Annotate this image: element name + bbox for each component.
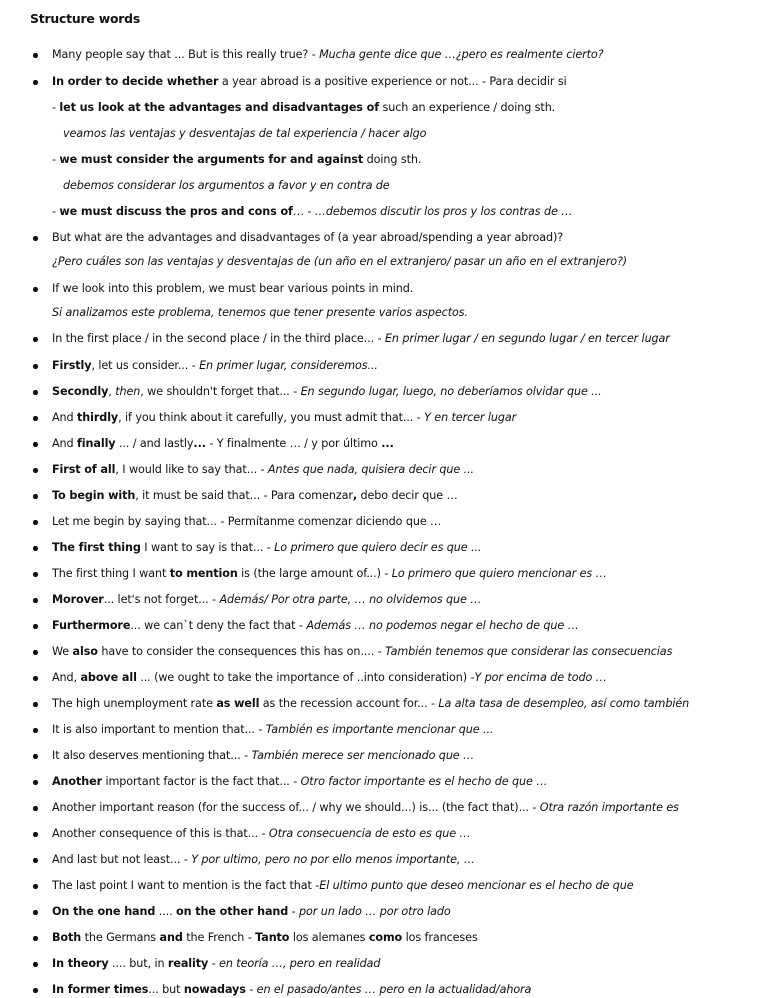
bullet-icon — [33, 754, 38, 759]
spanish-translation: Otro factor importante es el hecho de que … — [300, 775, 548, 788]
bold-phrase: To begin with — [52, 489, 136, 502]
list-item — [0, 436, 768, 452]
bullet-icon — [33, 962, 38, 967]
text-segment: - — [52, 153, 60, 166]
bold-phrase: Both — [52, 931, 82, 944]
spanish-translation: veamos las ventajas y desventajas de tal experiencia / hacer algo — [63, 127, 427, 140]
line-text — [52, 462, 474, 478]
bold-phrase: como — [368, 931, 403, 944]
text-segment: But what are the advantages and disadvantages of (a year abroad/spending a year abroad)? — [52, 231, 564, 244]
list-item — [0, 800, 768, 816]
spanish-translation: También es importante mencionar que ... — [265, 723, 494, 736]
text-segment: as the recession account for... - — [259, 697, 439, 710]
line-text — [52, 566, 607, 582]
bold-phrase: also — [72, 645, 98, 658]
line-text — [63, 126, 426, 142]
bold-phrase: Another — [52, 775, 103, 788]
list-item — [0, 930, 768, 946]
bullet-icon — [33, 650, 38, 655]
spanish-translation: Lo primero que quiero decir es que ... — [274, 541, 482, 554]
text-segment: ... let's not forget... - — [103, 593, 220, 606]
list-item — [0, 956, 768, 972]
spanish-translation: en el pasado/antes … pero en la actualidad/ahora — [256, 983, 532, 996]
list-item — [0, 74, 768, 90]
spanish-translation: En segundo lugar, luego, no deberíamos olvidar que ... — [300, 385, 602, 398]
text-segment: - — [208, 957, 220, 970]
bold-phrase: In order to decide whether — [52, 75, 219, 88]
text-segment: The last point I want to mention is the fact that - — [52, 879, 320, 892]
spanish-translation: en teoría …, pero en realidad — [219, 957, 381, 970]
text-segment: ... / and lastly — [115, 437, 194, 450]
list-item — [0, 230, 768, 246]
line-text — [52, 410, 516, 426]
bullet-icon — [33, 910, 38, 915]
spanish-translation: Y por encima de todo … — [474, 671, 607, 684]
bold-phrase: Secondly — [52, 385, 109, 398]
list-item-continuation — [0, 100, 768, 116]
line-text — [52, 670, 607, 686]
line-text — [52, 540, 481, 556]
bullet-icon — [33, 468, 38, 473]
text-segment: is (the large amount of...) - — [237, 567, 392, 580]
text-segment: And last but not least... - — [52, 853, 192, 866]
bold-phrase: as well — [216, 697, 260, 710]
line-text — [52, 436, 394, 452]
list-item-continuation — [0, 254, 768, 270]
text-segment: - — [245, 983, 257, 996]
text-segment: .... but, in — [108, 957, 168, 970]
spanish-translation: ¿Pero cuáles son las ventajas y desventajas de (un año en el extranjero/ pasar un año en el extranjero?) — [52, 255, 628, 268]
line-text — [52, 488, 458, 504]
text-segment: doing sth. — [363, 153, 422, 166]
bullet-icon — [33, 936, 38, 941]
text-segment: , — [108, 385, 116, 398]
list-item — [0, 47, 768, 63]
bold-phrase: to mention — [169, 567, 238, 580]
list-item — [0, 618, 768, 634]
line-text — [52, 904, 451, 920]
bullet-icon — [33, 676, 38, 681]
text-segment: Another important reason (for the success of... / why we should...) is... (the fact that)... - — [52, 801, 540, 814]
bullet-icon — [33, 858, 38, 863]
bold-phrase: , — [352, 489, 358, 502]
text-segment: It is also important to mention that... - — [52, 723, 266, 736]
bullet-icon — [33, 337, 38, 342]
text-segment: If we look into this problem, we must bear various points in mind. — [52, 282, 414, 295]
bullet-icon — [33, 416, 38, 421]
text-segment: Let me begin by saying that... - Permítanme comenzar diciendo que … — [52, 515, 442, 528]
list-item-continuation — [0, 152, 768, 168]
bold-phrase: First of all — [52, 463, 116, 476]
bullet-icon — [33, 832, 38, 837]
bold-phrase: finally — [77, 437, 116, 450]
list-item — [0, 826, 768, 842]
bullet-icon — [33, 780, 38, 785]
text-segment: important factor is the fact that... - — [102, 775, 301, 788]
text-segment: - — [288, 905, 300, 918]
line-text — [52, 100, 555, 116]
text-segment: The high unemployment rate — [52, 697, 217, 710]
list-item — [0, 644, 768, 660]
list-item — [0, 462, 768, 478]
text-segment: .... — [155, 905, 177, 918]
document-title: Structure words — [30, 11, 141, 26]
line-text — [52, 74, 567, 90]
line-text — [52, 644, 672, 660]
text-segment: ... but — [148, 983, 184, 996]
list-item — [0, 670, 768, 686]
line-text — [52, 204, 572, 220]
bold-phrase: we must discuss the pros and cons of — [59, 205, 293, 218]
bold-phrase: In former times — [52, 983, 149, 996]
bullet-icon — [33, 806, 38, 811]
line-text — [52, 696, 689, 712]
list-item — [0, 696, 768, 712]
bold-phrase: Furthermore — [52, 619, 131, 632]
line-text — [52, 592, 481, 608]
bullet-icon — [33, 598, 38, 603]
spanish-translation: Otra razón importante es — [539, 801, 679, 814]
line-text — [52, 982, 531, 998]
bullet-icon — [33, 390, 38, 395]
spanish-translation: En primer lugar, consideremos... — [199, 359, 378, 372]
text-segment: have to consider the consequences this has on.... - — [97, 645, 386, 658]
bullet-icon — [33, 494, 38, 499]
bold-phrase: let us look at the advantages and disadvantages of — [59, 101, 380, 114]
line-text — [52, 384, 602, 400]
bold-phrase: we must consider the arguments for and against — [59, 153, 364, 166]
bold-phrase: ... — [381, 437, 394, 450]
bullet-icon — [33, 236, 38, 241]
spanish-translation: El ultimo punto que deseo mencionar es el hecho de que — [319, 879, 634, 892]
text-segment: In the first place / in the second place / in the third place... - — [52, 332, 385, 345]
list-item — [0, 384, 768, 400]
bullet-icon — [33, 572, 38, 577]
text-segment: Another consequence of this is that... - — [52, 827, 269, 840]
list-item — [0, 514, 768, 530]
bullet-icon — [33, 546, 38, 551]
line-text — [52, 930, 478, 946]
list-item — [0, 592, 768, 608]
list-item — [0, 566, 768, 582]
spanish-translation: Otra consecuencia de esto es que … — [268, 827, 471, 840]
spanish-translation: Y por ultimo, pero no por ello menos importante, … — [191, 853, 475, 866]
list-item — [0, 748, 768, 764]
list-item — [0, 331, 768, 347]
spanish-translation: …debemos discutir los pros y los contras de … — [314, 205, 573, 218]
bullet-icon — [33, 702, 38, 707]
line-text — [52, 800, 679, 816]
list-item — [0, 488, 768, 504]
bullet-icon — [33, 442, 38, 447]
bold-phrase: and — [159, 931, 183, 944]
text-segment: ... we can`t deny the fact that - — [130, 619, 307, 632]
bullet-icon — [33, 364, 38, 369]
text-segment: And — [52, 437, 78, 450]
line-text — [52, 618, 579, 634]
line-text — [52, 230, 563, 246]
list-item — [0, 878, 768, 894]
spanish-translation: Lo primero que quiero mencionar es … — [391, 567, 607, 580]
bullet-icon — [33, 988, 38, 993]
line-text — [52, 774, 547, 790]
text-segment: And, — [52, 671, 81, 684]
spanish-translation: por un lado … por otro lado — [299, 905, 451, 918]
spanish-translation: debemos considerar los argumentos a favor y en contra de — [63, 179, 390, 192]
line-text — [52, 956, 380, 972]
bold-phrase: ... — [193, 437, 206, 450]
line-text — [52, 358, 378, 374]
text-segment: , let us consider... - — [91, 359, 200, 372]
list-item-continuation — [0, 126, 768, 142]
bullet-icon — [33, 884, 38, 889]
list-item — [0, 852, 768, 868]
text-segment: such an experience / doing sth. — [379, 101, 556, 114]
text-segment: the Germans — [81, 931, 160, 944]
bold-phrase: nowadays — [183, 983, 246, 996]
line-text — [52, 281, 413, 297]
spanish-translation: Antes que nada, quisiera decir que ... — [267, 463, 474, 476]
text-segment: - — [52, 205, 60, 218]
spanish-translation: Si analizamos este problema, tenemos que tener presente varios aspectos. — [52, 306, 468, 319]
line-text — [52, 722, 493, 738]
bold-phrase: The first thing — [52, 541, 141, 554]
list-item — [0, 904, 768, 920]
bold-phrase: On the one hand — [52, 905, 156, 918]
bold-phrase: In theory — [52, 957, 109, 970]
list-item — [0, 722, 768, 738]
spanish-translation: En primer lugar / en segundo lugar / en tercer lugar — [384, 332, 670, 345]
list-item — [0, 540, 768, 556]
line-text — [52, 331, 670, 347]
bold-phrase: Tanto — [255, 931, 290, 944]
line-text — [63, 178, 390, 194]
bullet-icon — [33, 728, 38, 733]
bullet-icon — [33, 520, 38, 525]
line-text — [52, 47, 604, 63]
text-segment: , if you think about it carefully, you must admit that... - — [118, 411, 425, 424]
line-text — [52, 305, 468, 321]
text-segment: the French - — [182, 931, 256, 944]
text-segment: Many people say that ... But is this really true? - — [52, 48, 320, 61]
bold-phrase: above all — [80, 671, 137, 684]
list-item — [0, 774, 768, 790]
bold-phrase: reality — [167, 957, 209, 970]
spanish-translation: Mucha gente dice que …¿pero es realmente cierto? — [319, 48, 604, 61]
list-item-continuation — [0, 178, 768, 194]
spanish-translation: La alta tasa de desempleo, así como también — [438, 697, 690, 710]
text-segment: It also deserves mentioning that... - — [52, 749, 252, 762]
line-text — [52, 878, 634, 894]
line-text — [52, 852, 475, 868]
spanish-translation: Además/ Por otra parte, … no olvidemos que … — [219, 593, 482, 606]
bold-phrase: Morover — [52, 593, 104, 606]
spanish-translation: then — [115, 385, 141, 398]
text-segment: I want to say is that... - — [140, 541, 275, 554]
text-segment: , we shouldn't forget that... - — [140, 385, 301, 398]
line-text — [52, 152, 421, 168]
list-item-continuation — [0, 305, 768, 321]
line-text — [52, 514, 441, 530]
bold-phrase: Firstly — [52, 359, 92, 372]
spanish-translation: Además … no podemos negar el hecho de que … — [306, 619, 579, 632]
spanish-translation: También tenemos que considerar las consecuencias — [385, 645, 673, 658]
line-text — [52, 826, 471, 842]
list-item-continuation — [0, 204, 768, 220]
text-segment: los alemanes — [289, 931, 369, 944]
bullet-icon — [33, 80, 38, 85]
text-segment: - — [52, 101, 60, 114]
line-text — [52, 748, 474, 764]
bullet-icon — [33, 53, 38, 58]
list-item — [0, 281, 768, 297]
list-item — [0, 410, 768, 426]
text-segment: a year abroad is a positive experience or not... - Para decidir si — [218, 75, 567, 88]
text-segment: - Y finalmente … / y por último — [205, 437, 382, 450]
bold-phrase: thirdly — [77, 411, 119, 424]
list-item — [0, 982, 768, 998]
text-segment: We — [52, 645, 73, 658]
text-segment: And — [52, 411, 78, 424]
spanish-translation: Y en tercer lugar — [424, 411, 517, 424]
line-text — [52, 254, 627, 270]
text-segment: The first thing I want — [52, 567, 170, 580]
text-segment: , I would like to say that... - — [115, 463, 268, 476]
text-segment: ... (we ought to take the importance of ..into consideration) - — [136, 671, 475, 684]
bold-phrase: on the other hand — [176, 905, 289, 918]
text-segment: debo decir que … — [357, 489, 458, 502]
text-segment: … - — [292, 205, 315, 218]
list-item — [0, 358, 768, 374]
spanish-translation: También merece ser mencionado que … — [251, 749, 475, 762]
bullet-icon — [33, 287, 38, 292]
bullet-icon — [33, 624, 38, 629]
text-segment: los franceses — [402, 931, 478, 944]
text-segment: , it must be said that... - Para comenzar — [135, 489, 353, 502]
